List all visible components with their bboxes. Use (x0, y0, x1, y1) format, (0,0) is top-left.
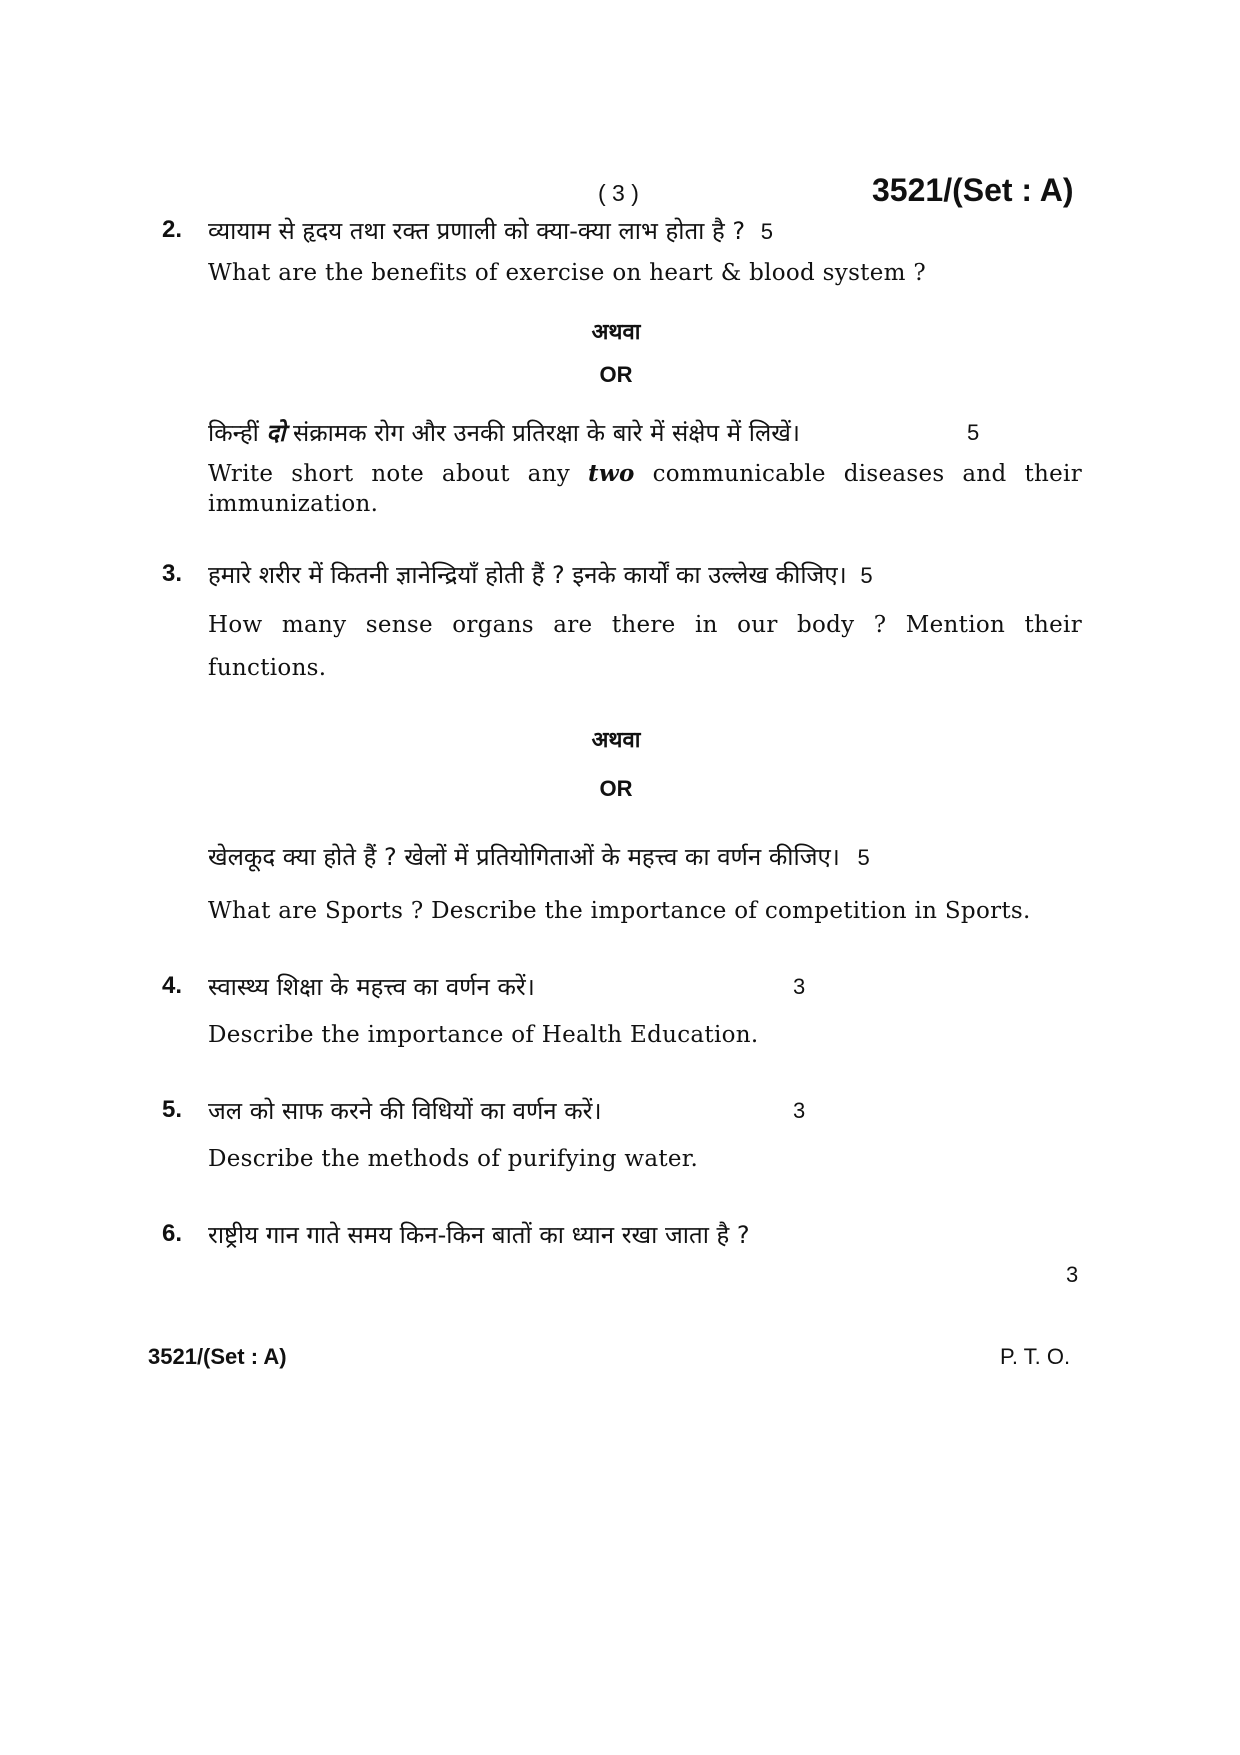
alt-hindi-bold: दो (266, 419, 286, 447)
alt-english-bold: two (588, 460, 635, 487)
question-marks: 3 (1066, 1262, 1079, 1287)
or-english: OR (599, 362, 633, 387)
question-hindi (208, 558, 873, 591)
page-number: ( 3 ) (598, 180, 639, 206)
question-hindi (208, 214, 773, 247)
alternative-hindi (208, 416, 800, 449)
question-hindi: राष्ट्रीय गान गाते समय किन-किन बातों का ध्यान रखा जाता है ? (208, 1221, 750, 1249)
paper-code-header: 3521/(Set : A) (872, 172, 1074, 208)
question-number: 6. (162, 1220, 183, 1247)
alternative-english: What are Sports ? Describe the importance of competition in Sports. (208, 898, 1031, 924)
question-marks: 3 (793, 1098, 806, 1123)
question-english-line1: How many sense organs are there in our body ? Mention their (208, 612, 1082, 638)
question-english-line2: functions. (208, 655, 327, 681)
question-english: Describe the methods of purifying water. (208, 1146, 699, 1172)
paper-code-footer: 3521/(Set : A) (148, 1344, 287, 1369)
pto-label: P. T. O. (1000, 1344, 1071, 1369)
or-english: OR (599, 776, 633, 801)
or-hindi: अथवा (591, 728, 641, 753)
alt-english-pre: Write short note about any (208, 461, 588, 487)
question-hindi-text: हमारे शरीर में कितनी ज्ञानेन्द्रियाँ होती हैं ? इनके कार्यों का उल्लेख कीजिए। (208, 561, 847, 589)
question-marks: 5 (860, 563, 873, 588)
alternative-english-line2: immunization. (208, 491, 379, 517)
question-marks: 3 (793, 974, 806, 999)
alt-hindi-pre: किन्हीं (208, 419, 267, 447)
or-hindi: अथवा (591, 320, 641, 345)
question-marks: 5 (760, 219, 773, 244)
question-number: 3. (162, 560, 183, 587)
alt-hindi-post: संक्रामक रोग और उनकी प्रतिरक्षा के बारे में संक्षेप में लिखें। (285, 419, 800, 447)
question-number: 4. (162, 972, 183, 999)
alternative-marks: 5 (967, 420, 980, 445)
question-hindi: स्वास्थ्य शिक्षा के महत्त्व का वर्णन करें। (208, 973, 535, 1001)
question-english: What are the benefits of exercise on heart & blood system ? (208, 260, 926, 286)
question-hindi-text: व्यायाम से हृदय तथा रक्त प्रणाली को क्या-क्या लाभ होता है ? (208, 217, 746, 245)
question-hindi: जल को साफ करने की विधियों का वर्णन करें। (208, 1097, 602, 1125)
alt-hindi-text: खेलकूद क्या होते हैं ? खेलों में प्रतियोगिताओं के महत्त्व का वर्णन कीजिए। (208, 843, 840, 871)
question-number: 5. (162, 1096, 183, 1123)
alternative-english-line1 (208, 460, 1082, 487)
question-english: Describe the importance of Health Education. (208, 1022, 759, 1048)
alt-english-post: communicable diseases and their (634, 461, 1082, 487)
alternative-hindi (208, 840, 870, 873)
alternative-marks: 5 (857, 845, 870, 870)
question-number: 2. (162, 216, 183, 243)
